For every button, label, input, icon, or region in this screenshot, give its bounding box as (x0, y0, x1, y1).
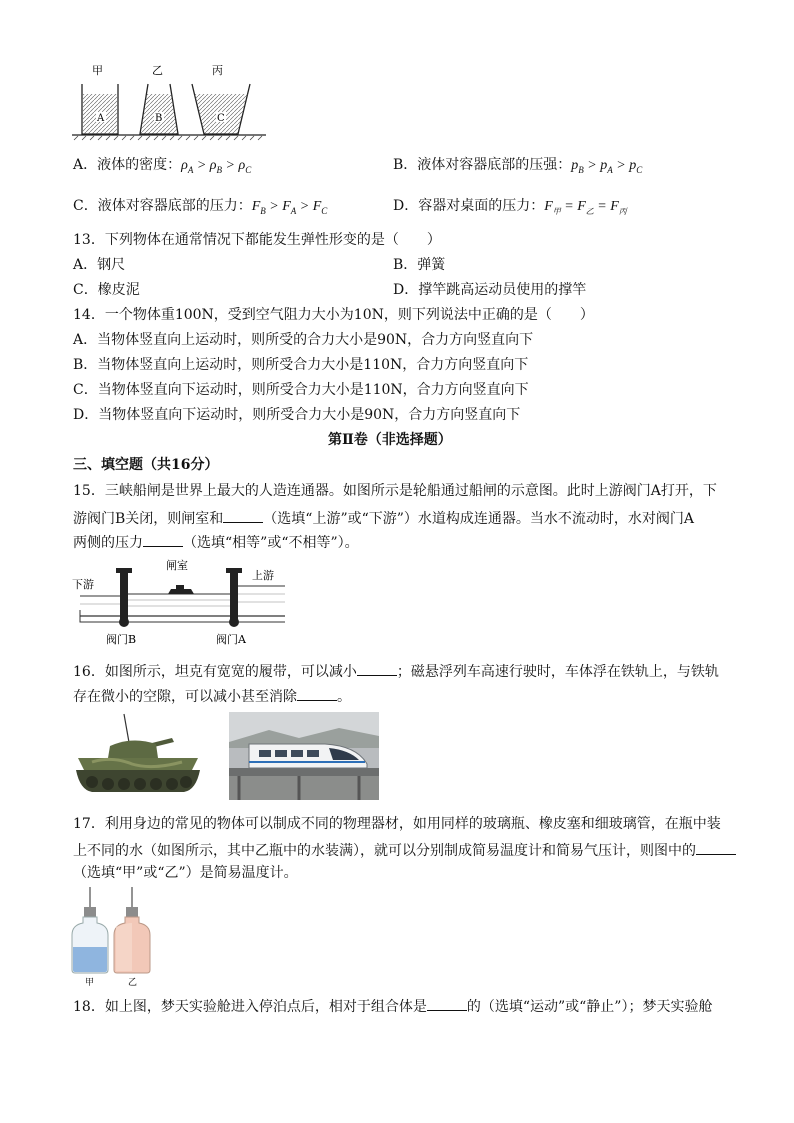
q15-blank-1[interactable] (223, 508, 263, 523)
q14-option-c: C．当物体竖直向下运动时，则所受合力大小是110N，合力方向竖直向下 (73, 382, 529, 398)
liquid-label-b: B (155, 113, 163, 124)
q18-line1: 18．如上图，梦天实验舱进入停泊点后，相对于组合体是 的（选填“运动”或“静止”）；梦天实验舱 (73, 996, 712, 1016)
q16-blank-2[interactable] (297, 686, 337, 701)
q17-line2: 上不同的水（如图所示，其中乙瓶中的水装满），就可以分别制成简易温度计和简易气压计，则图中的 (73, 840, 736, 860)
figure-ship-lock (70, 556, 290, 648)
label-yi: 乙 (152, 64, 163, 77)
q17-line1: 17．利用身边的常见的物体可以制成不同的物理器材，如用同样的玻璃瓶、橡皮塞和细玻璃管，在瓶中装 (73, 816, 721, 832)
liquid-label-c: C (217, 113, 225, 124)
figure-bottles (70, 885, 160, 988)
liquid-label-a: A (97, 113, 105, 124)
gate-b-post (120, 570, 128, 622)
q12-option-a: A．液体的密度：$\rho_A > \rho_B > \rho_C$ (73, 157, 252, 175)
q13-option-a: A．钢尺 (73, 257, 126, 273)
q17-line3: （选填“甲”或“乙”）是简易温度计。 (73, 865, 298, 881)
q14-option-b: B．当物体竖直向上运动时，则所受合力大小是110N，合力方向竖直向下 (73, 357, 529, 373)
q16-line2: 存在微小的空隙，可以减小甚至消除 。 (73, 686, 351, 706)
q16-line1: 16．如图所示，坦克有宽宽的履带，可以减小 ；磁悬浮列车高速行驶时，车体浮在铁轨上，与铁轨 (73, 661, 719, 681)
label-bing: 丙 (212, 64, 223, 77)
section3-title: 三、填空题（共16分） (73, 457, 219, 473)
gate-a-post (230, 570, 238, 622)
q13-stem: 13．下列物体在通常情况下都能发生弹性形变的是（ ） (73, 232, 441, 248)
q15-blank-2[interactable] (143, 532, 183, 547)
q12-option-c: C．液体对容器底部的压力：$F_B > F_A > F_C$ (73, 198, 328, 216)
q14-option-a: A．当物体竖直向上运动时，则所受的合力大小是90N，合力方向竖直向下 (73, 332, 534, 348)
label-chamber: 闸室 (166, 559, 188, 572)
maglev-train-image (229, 712, 379, 800)
tank-image (72, 712, 204, 800)
q18-blank-1[interactable] (427, 996, 467, 1011)
q15-line3: 两侧的压力 （选填“相等”或“不相等”）。 (73, 532, 359, 552)
label-bottle-jia: 甲 (85, 978, 95, 988)
q14-stem: 14．一个物体重100N，受到空气阻力大小为10N，则下列说法中正确的是（ ） (73, 307, 594, 323)
valve-a-icon (229, 617, 239, 627)
label-valve-a: 阀门A (216, 633, 246, 646)
q13-option-d: D．撑竿跳高运动员使用的撑竿 (393, 282, 587, 298)
label-downstream: 下游 (72, 578, 94, 591)
label-bottle-yi: 乙 (128, 978, 138, 988)
q16-blank-1[interactable] (357, 661, 397, 676)
ship-icon (168, 589, 194, 594)
q17-blank-1[interactable] (696, 840, 736, 855)
q12-option-b: B．液体对容器底部的压强：$p_B > p_A > p_C$ (393, 157, 643, 175)
q13-option-b: B．弹簧 (393, 257, 446, 273)
q12-option-d: D．容器对桌面的压力：$F_甲 = F_乙 = F_丙$ (393, 198, 627, 216)
label-valve-b: 阀门B (106, 633, 137, 646)
q13-option-c: C．橡皮泥 (73, 282, 140, 298)
label-jia: 甲 (92, 64, 103, 77)
q15-line1: 15．三峡船闸是世界上最大的人造连通器。如图所示是轮船通过船闸的示意图。此时上游阀门A打开，下 (73, 483, 717, 499)
label-upstream: 上游 (252, 569, 274, 582)
q15-line2: 游阀门B关闭，则闸室和 （选填“上游”或“下游”）水道构成连通器。当水不流动时，水对阀门A (73, 508, 694, 528)
part2-title: 第Ⅱ卷（非选择题） (328, 432, 452, 448)
q14-option-d: D．当物体竖直向下运动时，则所受合力大小是90N，合力方向竖直向下 (73, 407, 521, 423)
valve-b-icon (119, 617, 129, 627)
figure-containers (70, 60, 270, 142)
